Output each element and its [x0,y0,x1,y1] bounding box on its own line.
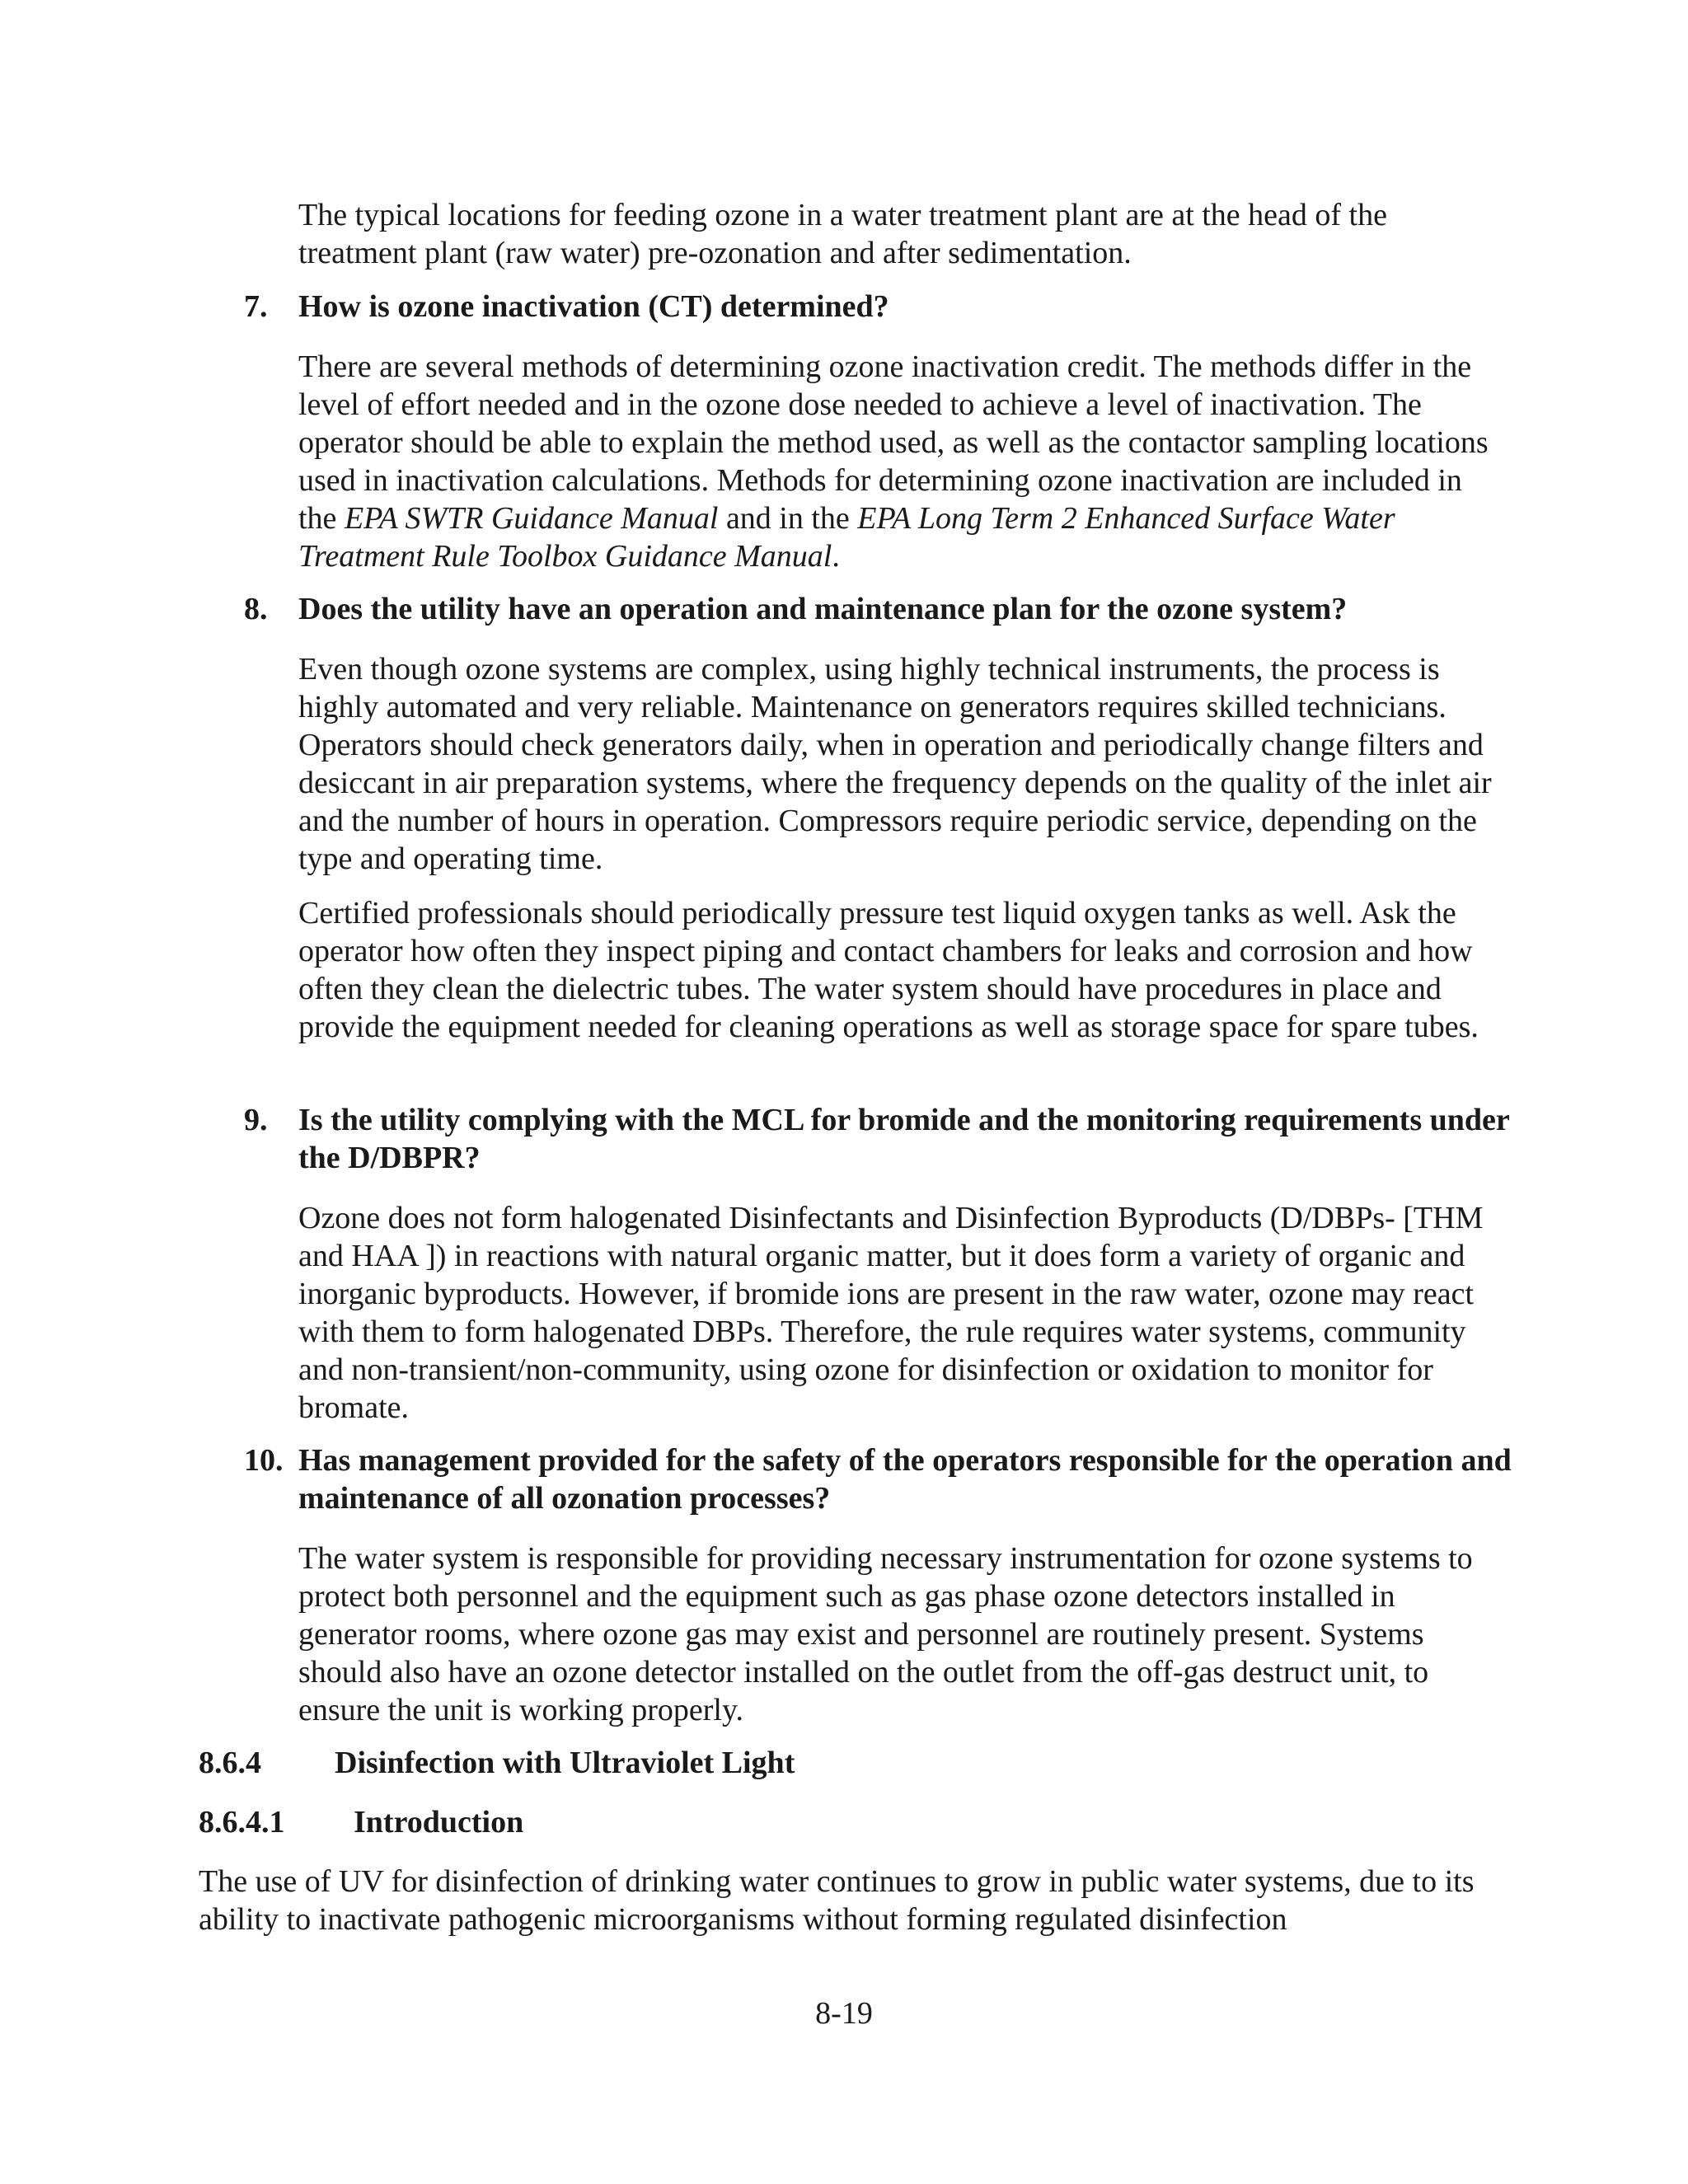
closing-paragraph: The use of UV for disinfection of drinking water continues to grow in public water systems, due to its ability to inactivate pathogenic microorganisms without forming regulated disinfection [199,1864,1475,1937]
section-heading [199,1744,795,1782]
question-8 [244,590,1530,628]
answer-text: and in the [718,501,858,536]
question-9 [244,1101,1530,1177]
intro-paragraph: The typical locations for feeding ozone in a water treatment plant are at the head of the treatment plant (raw water) pre-ozonation and after sedimentation. [298,198,1387,270]
question-number: 7. [244,289,268,324]
question-text: Does the utility have an operation and maintenance plan for the ozone system? [298,592,1348,626]
answer-text: . [832,539,840,574]
question-10-answer: The water system is responsible for providing necessary instrumentation for ozone systems to protect both personnel and the equipment such as gas phase ozone detectors installed in generator rooms, where ozone gas may exist and personnel are routinely present. Systems should also have an ozone detector installed on the outlet from the off-gas destruct unit, to ensure the unit is working properly. [298,1541,1473,1727]
question-text: Is the utility complying with the MCL for bromide and the monitoring requirements under the D/DBPR? [298,1103,1510,1175]
section-title: Disinfection with Ultraviolet Light [335,1746,795,1780]
section-number: 8.6.4 [199,1746,261,1780]
answer-text: There are several methods of determining ozone inactivation credit. The methods differ in the level of effort needed and in the ozone dose needed to achieve a level of inactivation. The operator should be able to explain the method used, as well as the contactor sampling locations used in inactivation calculations. Methods for determining ozone inactivation are included in the [298,349,1489,536]
question-text: How is ozone inactivation (CT) determined? [298,289,889,324]
answer-italic-title: EPA SWTR Guidance Manual [344,501,719,536]
subsection-number: 8.6.4.1 [199,1805,285,1840]
question-10 [244,1441,1530,1517]
question-number: 9. [244,1103,268,1137]
answer-italic-title: EPA Long Term 2 Enhanced Surface Water Treatment Rule Toolbox Guidance Manual [298,501,1395,574]
page-number: 8-19 [815,1996,873,2031]
question-9-answer: Ozone does not form halogenated Disinfectants and Disinfection Byproducts (D/DBPs- [THM and HAA ]) in reactions with natural organic matter, but it does form a variety of organic and inorganic byproducts. However, if bromide ions are present in the raw water, ozone may react with them to form halogenated DBPs. Therefore, the rule requires water systems, community and non-transient/non-community, using ozone for disinfection or oxidation to monitor for bromate. [298,1201,1484,1425]
question-8-answer-1: Even though ozone systems are complex, using highly technical instruments, the process is highly automated and very reliable. Maintenance on generators requires skilled technicians. Operators should check generators daily, when in operation and periodically change filters and desiccant in air preparation systems, where the frequency depends on the quality of the inlet air and the number of hours in operation. Compressors require periodic service, depending on the type and operating time. [298,652,1492,876]
question-text: Has management provided for the safety of the operators responsible for the operation and maintenance of all ozonation processes? [298,1443,1512,1516]
question-7-answer [298,348,1502,575]
question-7 [244,288,1530,326]
subsection-title: Introduction [354,1805,524,1840]
question-8-answer-2: Certified professionals should periodically pressure test liquid oxygen tanks as well. Ask the operator how often they inspect piping and contact chambers for leaks and corrosion and how often they clean the dielectric tubes. The water system should have procedures in place and provide the equipment needed for cleaning operations as well as storage space for spare tubes. [298,896,1479,1044]
question-number: 10. [244,1443,284,1478]
question-number: 8. [244,592,268,626]
subsection-heading [199,1803,524,1841]
